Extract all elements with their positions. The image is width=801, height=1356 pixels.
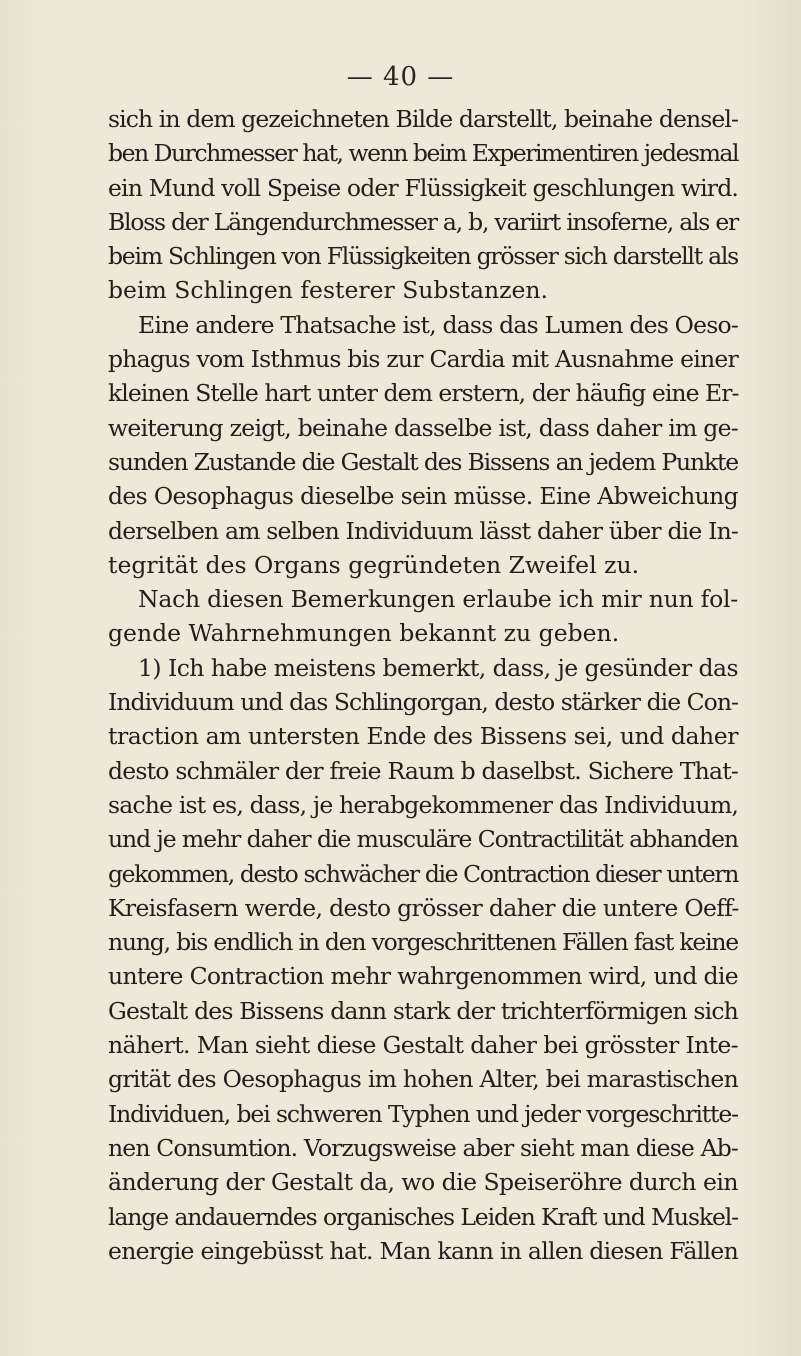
text-line: Nach diesen Bemerkungen erlaube ich mir nun fol- xyxy=(138,585,738,614)
text-line: tegrität des Organs gegründeten Zweifel zu. xyxy=(108,550,640,579)
text-line: und je mehr daher die musculäre Contractilität abhanden xyxy=(108,825,738,854)
text-line: desto schmäler der freie Raum b daselbst. Sichere That- xyxy=(108,756,738,785)
text-line: beim Schlingen festerer Substanzen. xyxy=(108,276,549,305)
text-line: Eine andere Thatsache ist, dass das Lumen des Oeso- xyxy=(138,310,738,339)
text-line: des Oesophagus dieselbe sein müsse. Eine Abweichung xyxy=(108,482,738,511)
text-line: nung, bis endlich in den vorgeschrittenen Fällen fast keine xyxy=(108,928,738,957)
text-line: Gestalt des Bissens dann stark der trichterförmigen sich xyxy=(108,996,738,1025)
text-line: Bloss der Längendurchmesser a, b, variirt insoferne, als er xyxy=(108,207,738,236)
text-line: Individuen, bei schweren Typhen und jeder vorgeschritte- xyxy=(108,1099,738,1128)
text-line: Kreisfasern werde, desto grösser daher die untere Oeff- xyxy=(108,893,739,922)
text-line: lange andauerndes organisches Leiden Kraft und Muskel- xyxy=(108,1202,738,1231)
text-line: sache ist es, dass, je herabgekommener das Individuum, xyxy=(108,790,738,819)
text-line: Individuum und das Schlingorgan, desto stärker die Con- xyxy=(108,688,738,717)
text-line: nen Consumtion. Vorzugsweise aber sieht man diese Ab- xyxy=(108,1133,738,1162)
text-line: kleinen Stelle hart unter dem erstern, der häufig eine Er- xyxy=(108,379,739,408)
text-line: änderung der Gestalt da, wo die Speiseröhre durch ein xyxy=(108,1168,738,1197)
text-line: energie eingebüsst hat. Man kann in allen diesen Fällen xyxy=(108,1236,738,1265)
text-line: nähert. Man sieht diese Gestalt daher bei grösster Inte- xyxy=(108,1031,738,1060)
text-line: ein Mund voll Speise oder Flüssigkeit geschlungen wird. xyxy=(108,173,738,202)
text-line: 1) Ich habe meistens bemerkt, dass, je gesünder das xyxy=(138,653,738,682)
page-number: — 40 — xyxy=(346,62,455,92)
text-line: beim Schlingen von Flüssigkeiten grösser sich darstellt als xyxy=(108,242,738,271)
body-text xyxy=(108,102,738,1268)
text-line: gende Wahrnehmungen bekannt zu geben. xyxy=(108,619,620,648)
text-line: sunden Zustande die Gestalt des Bissens an jedem Punkte xyxy=(108,447,738,476)
text-line: weiterung zeigt, beinahe dasselbe ist, dass daher im ge- xyxy=(108,413,738,442)
text-line: gekommen, desto schwächer die Contraction dieser untern xyxy=(108,859,738,888)
text-line: traction am untersten Ende des Bissens sei, und daher xyxy=(108,722,738,751)
text-line: derselben am selben Individuum lässt daher über die In- xyxy=(108,516,738,545)
text-line: grität des Oesophagus im hohen Alter, bei marastischen xyxy=(108,1065,738,1094)
text-line: sich in dem gezeichneten Bilde darstellt, beinahe densel- xyxy=(108,105,738,133)
text-line: ben Durchmesser hat, wenn beim Experimentiren jedesmal xyxy=(108,139,738,168)
text-line: untere Contraction mehr wahrgenommen wird, und die xyxy=(108,962,738,991)
text-line: phagus vom Isthmus bis zur Cardia mit Ausnahme einer xyxy=(108,345,738,374)
